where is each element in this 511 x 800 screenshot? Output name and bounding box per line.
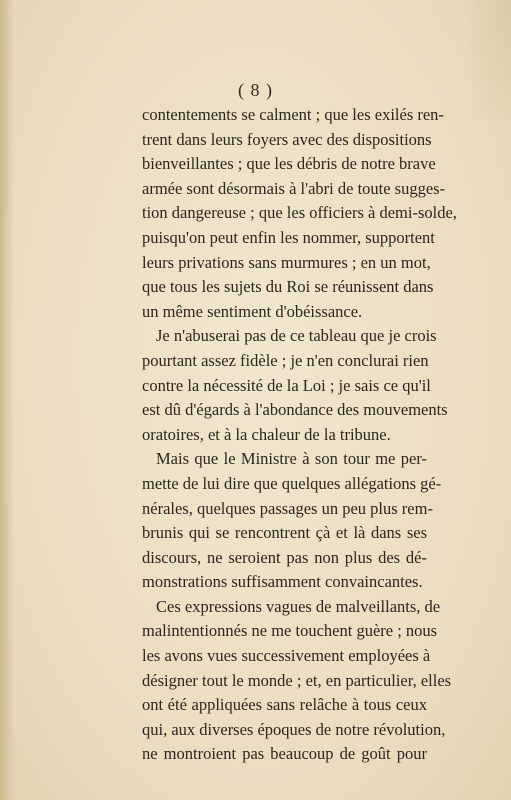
text-line: puisqu'on peut enfin les nommer, supportent bbox=[142, 227, 435, 247]
text-line: leurs privations sans murmures ; en un mot, bbox=[142, 252, 431, 272]
text-line: contre la nécessité de la Loi ; je sais ce qu'il bbox=[142, 375, 431, 395]
text-line: que tous les sujets du Roi se réunissent dans bbox=[142, 277, 434, 297]
text-line: armée sont désormais à l'abri de toute sugges- bbox=[142, 178, 446, 198]
text-line: tion dangereuse ; que les officiers à demi-solde, bbox=[142, 203, 457, 223]
text-line: malintentionnés ne me touchent guère ; nous bbox=[142, 621, 438, 641]
text-line: pourtant assez fidèle ; je n'en conclurai rien bbox=[142, 350, 429, 370]
text-line: désigner tout le monde ; et, en particulier, elles bbox=[142, 670, 452, 690]
text-line: les avons vues successivement employées à bbox=[142, 646, 431, 666]
text-line: est dû d'égards à l'abondance des mouvements bbox=[142, 400, 448, 420]
text-line: monstrations suffisamment convaincantes. bbox=[142, 572, 423, 592]
text-line: nérales, quelques passages un peu plus rem- bbox=[142, 498, 433, 518]
body-text bbox=[142, 103, 457, 767]
text-line: bienveillantes ; que les débris de notre brave bbox=[142, 154, 436, 174]
text-line: ne montroient pas beaucoup de goût pour bbox=[142, 744, 427, 764]
text-line: mette de lui dire que quelques allégations gé- bbox=[142, 473, 442, 493]
page-number: ( 8 ) bbox=[238, 80, 273, 100]
text-line: discours, ne seroient pas non plus des dé- bbox=[142, 547, 427, 567]
text-line: ont été appliquées sans relâche à tous ceux bbox=[142, 695, 427, 715]
text-line: oratoires, et à la chaleur de la tribune. bbox=[142, 424, 391, 444]
text-line: contentements se calment ; que les exilés ren- bbox=[142, 105, 444, 124]
paper-stain bbox=[471, 0, 511, 120]
text-line: un même sentiment d'obéissance. bbox=[142, 301, 363, 321]
text-line: Mais que le Ministre à son tour me per- bbox=[156, 449, 427, 469]
text-line: qui, aux diverses époques de notre révolution, bbox=[142, 719, 446, 739]
text-line: trent dans leurs foyers avec des dispositions bbox=[142, 129, 432, 149]
page-gutter-shadow bbox=[0, 0, 14, 800]
text-line: Je n'abuserai pas de ce tableau que je crois bbox=[156, 326, 437, 346]
text-line: Ces expressions vagues de malveillants, de bbox=[156, 596, 441, 616]
text-line: brunis qui se rencontrent çà et là dans ses bbox=[142, 523, 427, 543]
